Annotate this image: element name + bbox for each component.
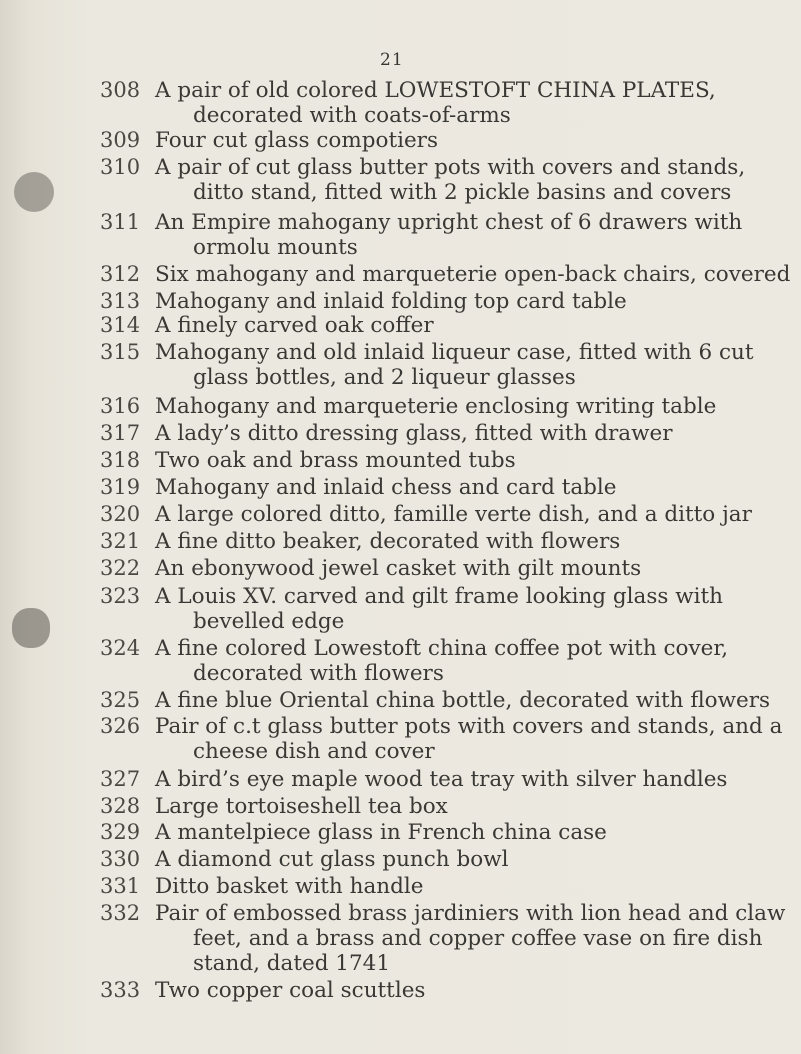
lot-description <box>155 448 795 473</box>
lot-description <box>155 820 795 845</box>
lot-description <box>155 529 795 554</box>
lot-description <box>155 636 795 686</box>
lot-number: 332 <box>100 901 141 925</box>
description-line: A Louis XV. carved and gilt frame looking glass with <box>155 584 724 609</box>
lot-description <box>155 340 795 390</box>
lot-number: 315 <box>100 340 141 364</box>
lot-number: 318 <box>100 448 141 472</box>
description-line: A fine ditto beaker, decorated with flowers <box>155 529 621 554</box>
lot-description <box>155 767 795 792</box>
description-line: Two copper coal scuttles <box>155 978 426 1003</box>
description-line: A fine colored Lowestoft china coffee pot with cover, <box>155 636 729 661</box>
lot-description <box>155 556 795 581</box>
description-line: stand, dated 1741 <box>193 951 391 976</box>
lot-number: 317 <box>100 421 141 445</box>
description-line: feet, and a brass and copper coffee vase on fire dish <box>193 926 763 951</box>
lot-number: 328 <box>100 794 141 818</box>
lot-description <box>155 874 795 899</box>
lot-description <box>155 289 795 314</box>
page-number: 21 <box>380 50 404 70</box>
description-line: Mahogany and old inlaid liqueur case, fitted with 6 cut <box>155 340 754 365</box>
lot-number: 319 <box>100 475 141 499</box>
description-line: ormolu mounts <box>193 235 358 260</box>
lot-description <box>155 128 795 153</box>
lot-number: 324 <box>100 636 141 660</box>
lot-number: 313 <box>100 289 141 313</box>
lot-description <box>155 210 795 260</box>
lot-number: 312 <box>100 262 141 286</box>
lot-description <box>155 475 795 500</box>
description-line: Two oak and brass mounted tubs <box>155 448 516 473</box>
description-line: Pair of embossed brass jardiniers with lion head and claw <box>155 901 786 926</box>
lot-description <box>155 421 795 446</box>
lot-number: 327 <box>100 767 141 791</box>
lot-number: 321 <box>100 529 141 553</box>
description-line: An Empire mahogany upright chest of 6 drawers with <box>155 210 743 235</box>
lot-number: 316 <box>100 394 141 418</box>
description-line: Mahogany and marqueterie enclosing writing table <box>155 394 717 419</box>
lot-number: 326 <box>100 714 141 738</box>
lot-description <box>155 313 795 338</box>
description-line: A lady’s ditto dressing glass, fitted with drawer <box>155 421 673 446</box>
description-line: bevelled edge <box>193 609 345 634</box>
lot-number: 333 <box>100 978 141 1002</box>
description-line: An ebonywood jewel casket with gilt mounts <box>155 556 642 581</box>
description-line: Large tortoiseshell tea box <box>155 794 448 819</box>
lot-number: 311 <box>100 210 141 234</box>
description-line: A bird’s eye maple wood tea tray with silver handles <box>155 767 728 792</box>
description-line: A diamond cut glass punch bowl <box>155 847 509 872</box>
description-line: A large colored ditto, famille verte dish, and a ditto jar <box>155 502 752 527</box>
lot-number: 314 <box>100 313 141 337</box>
description-line: decorated with flowers <box>193 661 444 686</box>
description-line: Ditto basket with handle <box>155 874 424 899</box>
lot-number: 330 <box>100 847 141 871</box>
lot-description <box>155 714 795 764</box>
lot-number: 322 <box>100 556 141 580</box>
lot-description <box>155 847 795 872</box>
description-line: A mantelpiece glass in French china case <box>155 820 607 845</box>
description-line: ditto stand, fitted with 2 pickle basins and covers <box>193 180 732 205</box>
description-line: Mahogany and inlaid chess and card table <box>155 475 617 500</box>
lot-number: 325 <box>100 688 141 712</box>
lot-description <box>155 502 795 527</box>
description-line: Mahogany and inlaid folding top card table <box>155 289 627 314</box>
description-line: A pair of cut glass butter pots with covers and stands, <box>155 155 746 180</box>
lot-description <box>155 794 795 819</box>
description-line: Pair of c.t glass butter pots with covers and stands, and a <box>155 714 783 739</box>
description-line: Four cut glass compotiers <box>155 128 438 153</box>
description-line: A finely carved oak coffer <box>155 313 434 338</box>
lot-description <box>155 901 795 976</box>
description-line: A fine blue Oriental china bottle, decorated with flowers <box>155 688 771 713</box>
lot-description <box>155 688 795 713</box>
lot-description <box>155 78 795 128</box>
lot-number: 309 <box>100 128 141 152</box>
lot-number: 320 <box>100 502 141 526</box>
lot-description <box>155 978 795 1003</box>
description-line: Six mahogany and marqueterie open-back chairs, covered <box>155 262 791 287</box>
lot-number: 308 <box>100 78 141 102</box>
lot-number: 329 <box>100 820 141 844</box>
description-line: glass bottles, and 2 liqueur glasses <box>193 365 576 390</box>
lot-description <box>155 584 795 634</box>
lot-description <box>155 394 795 419</box>
description-line: A pair of old colored LOWESTOFT CHINA PLATES, <box>155 78 716 103</box>
description-line: cheese dish and cover <box>193 739 435 764</box>
lot-number: 310 <box>100 155 141 179</box>
lot-number: 331 <box>100 874 141 898</box>
description-line: decorated with coats-of-arms <box>193 103 511 128</box>
lot-description <box>155 155 795 205</box>
lot-number: 323 <box>100 584 141 608</box>
lot-description <box>155 262 795 287</box>
